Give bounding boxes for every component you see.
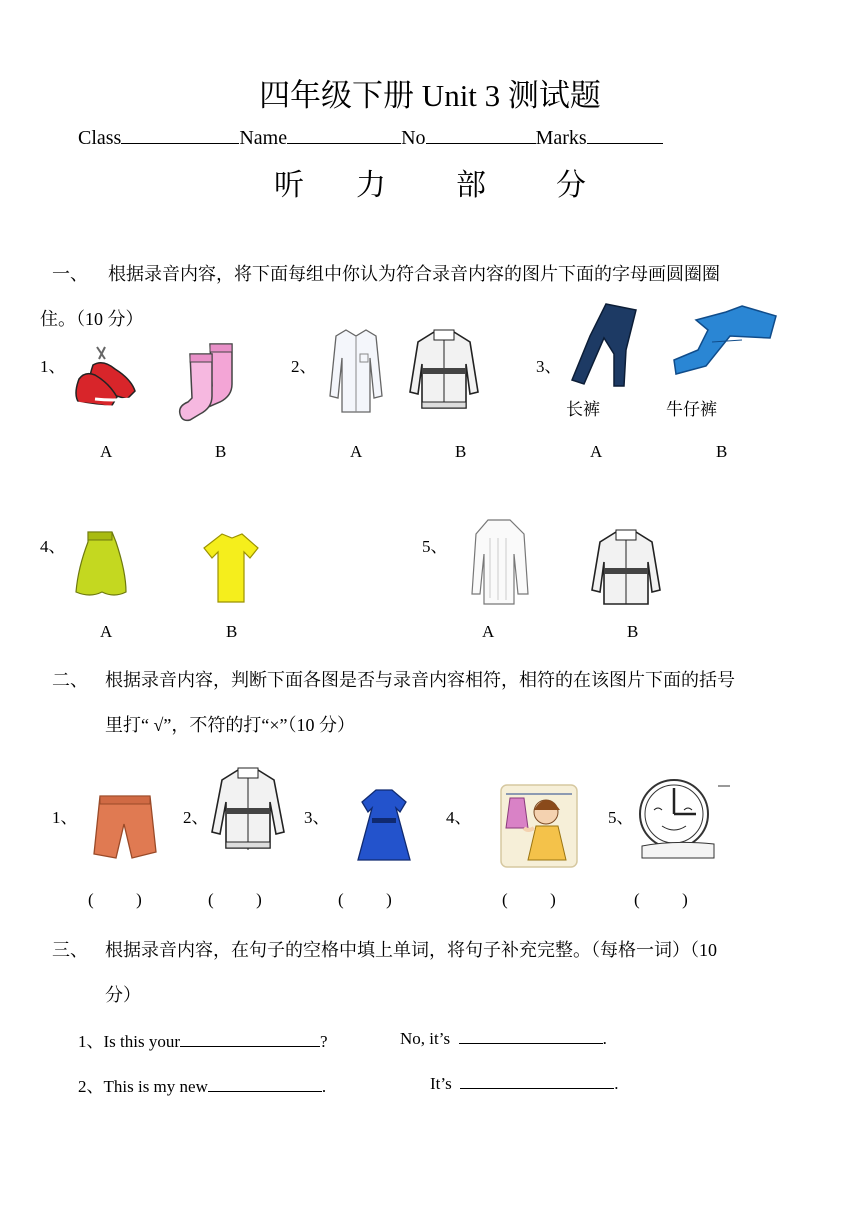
p2-item1-number: 1、 bbox=[52, 808, 78, 827]
shirt-image bbox=[328, 326, 384, 416]
class-label: Class bbox=[78, 127, 122, 149]
p1-item3-option-a[interactable]: A bbox=[590, 442, 603, 461]
sentence-1-answer: No, it’s . bbox=[400, 1029, 607, 1048]
sweater-image bbox=[470, 518, 528, 606]
p1-item5-option-a[interactable]: A bbox=[482, 622, 495, 641]
page-title: 四年级下册 Unit 3 测试题 bbox=[259, 78, 601, 113]
sentence2-blank1[interactable] bbox=[208, 1075, 322, 1092]
p2-answer-4[interactable]: ( ) bbox=[502, 890, 556, 909]
trousers-caption: 长裤 bbox=[566, 400, 600, 419]
name-label: Name bbox=[239, 127, 288, 149]
marks-blank[interactable] bbox=[587, 125, 663, 144]
p2-answer-5[interactable]: ( ) bbox=[634, 890, 688, 909]
p1-item5-number: 5、 bbox=[422, 537, 448, 556]
jacket-image-2 bbox=[590, 528, 662, 608]
p2-item2-number: 2、 bbox=[183, 808, 209, 827]
p1-item1-option-b[interactable]: B bbox=[215, 442, 227, 461]
sentence1-blank2[interactable] bbox=[459, 1027, 603, 1044]
p2-item5-number: 5、 bbox=[608, 808, 634, 827]
part1-number: 一、 bbox=[52, 264, 88, 284]
no-blank[interactable] bbox=[426, 125, 536, 144]
part2-instruction: 根据录音内容，判断下面各图是否与录音内容相符，相符的在该图片下面的括号 bbox=[105, 670, 735, 690]
clock-image bbox=[634, 776, 730, 866]
socks-image bbox=[180, 340, 236, 426]
section-title: 听 力 部 分 bbox=[274, 169, 586, 202]
jeans-caption: 牛仔裤 bbox=[666, 400, 717, 419]
p1-item2-number: 2、 bbox=[291, 357, 317, 376]
p1-item1-option-a[interactable]: A bbox=[100, 442, 113, 461]
jeans-image bbox=[672, 302, 780, 384]
sneakers-image bbox=[75, 345, 141, 417]
no-label: No bbox=[401, 127, 426, 149]
part3-number: 三、 bbox=[52, 940, 88, 960]
p2-item4-number: 4、 bbox=[446, 808, 472, 827]
class-blank[interactable] bbox=[121, 125, 239, 144]
p1-item2-option-a[interactable]: A bbox=[350, 442, 363, 461]
tshirt-image bbox=[208, 530, 262, 606]
sentence-1: 1、Is this your ? bbox=[78, 1032, 328, 1051]
part3-instruction: 根据录音内容，在句子的空格中填上单词，将句子补充完整。（每格一词）（10 bbox=[105, 940, 717, 960]
sentence2-blank2[interactable] bbox=[460, 1072, 614, 1089]
part3-instruction-cont: 分） bbox=[105, 985, 141, 1005]
marks-label: Marks bbox=[535, 127, 587, 149]
p2-item3-number: 3、 bbox=[304, 808, 330, 827]
p1-item3-option-b[interactable]: B bbox=[716, 442, 728, 461]
p1-item4-number: 4、 bbox=[40, 537, 66, 556]
p1-item1-number: 1、 bbox=[40, 357, 66, 376]
part1-instruction-cont: 住。（10 分） bbox=[40, 309, 144, 329]
sentence-2-answer: It’s . bbox=[430, 1074, 619, 1093]
student-info-line bbox=[78, 125, 663, 150]
name-blank[interactable] bbox=[287, 125, 401, 144]
part1-instruction: 根据录音内容，将下面每组中你认为符合录音内容的图片下面的字母画圆圈圈 bbox=[108, 264, 720, 284]
part2-number: 二、 bbox=[52, 670, 88, 690]
p2-answer-3[interactable]: ( ) bbox=[338, 890, 392, 909]
sentence1-blank1[interactable] bbox=[180, 1030, 320, 1047]
p1-item4-option-a[interactable]: A bbox=[100, 622, 113, 641]
jacket-image-3 bbox=[210, 766, 286, 854]
p2-answer-1[interactable]: ( ) bbox=[88, 890, 142, 909]
p1-item2-option-b[interactable]: B bbox=[455, 442, 467, 461]
sentence-2: 2、This is my new . bbox=[78, 1077, 327, 1096]
p1-item3-number: 3、 bbox=[536, 357, 562, 376]
dress-image bbox=[354, 788, 414, 864]
p1-item4-option-b[interactable]: B bbox=[226, 622, 238, 641]
skirt-image bbox=[76, 530, 126, 596]
shorts-image bbox=[94, 794, 156, 860]
p1-item5-option-b[interactable]: B bbox=[627, 622, 639, 641]
girl-with-dress-image bbox=[500, 784, 578, 868]
trousers-image bbox=[568, 302, 640, 388]
part2-instruction-cont: 里打“ √”，不符的打“×”（10 分） bbox=[105, 715, 355, 735]
jacket-image bbox=[408, 328, 480, 412]
p2-answer-2[interactable]: ( ) bbox=[208, 890, 262, 909]
